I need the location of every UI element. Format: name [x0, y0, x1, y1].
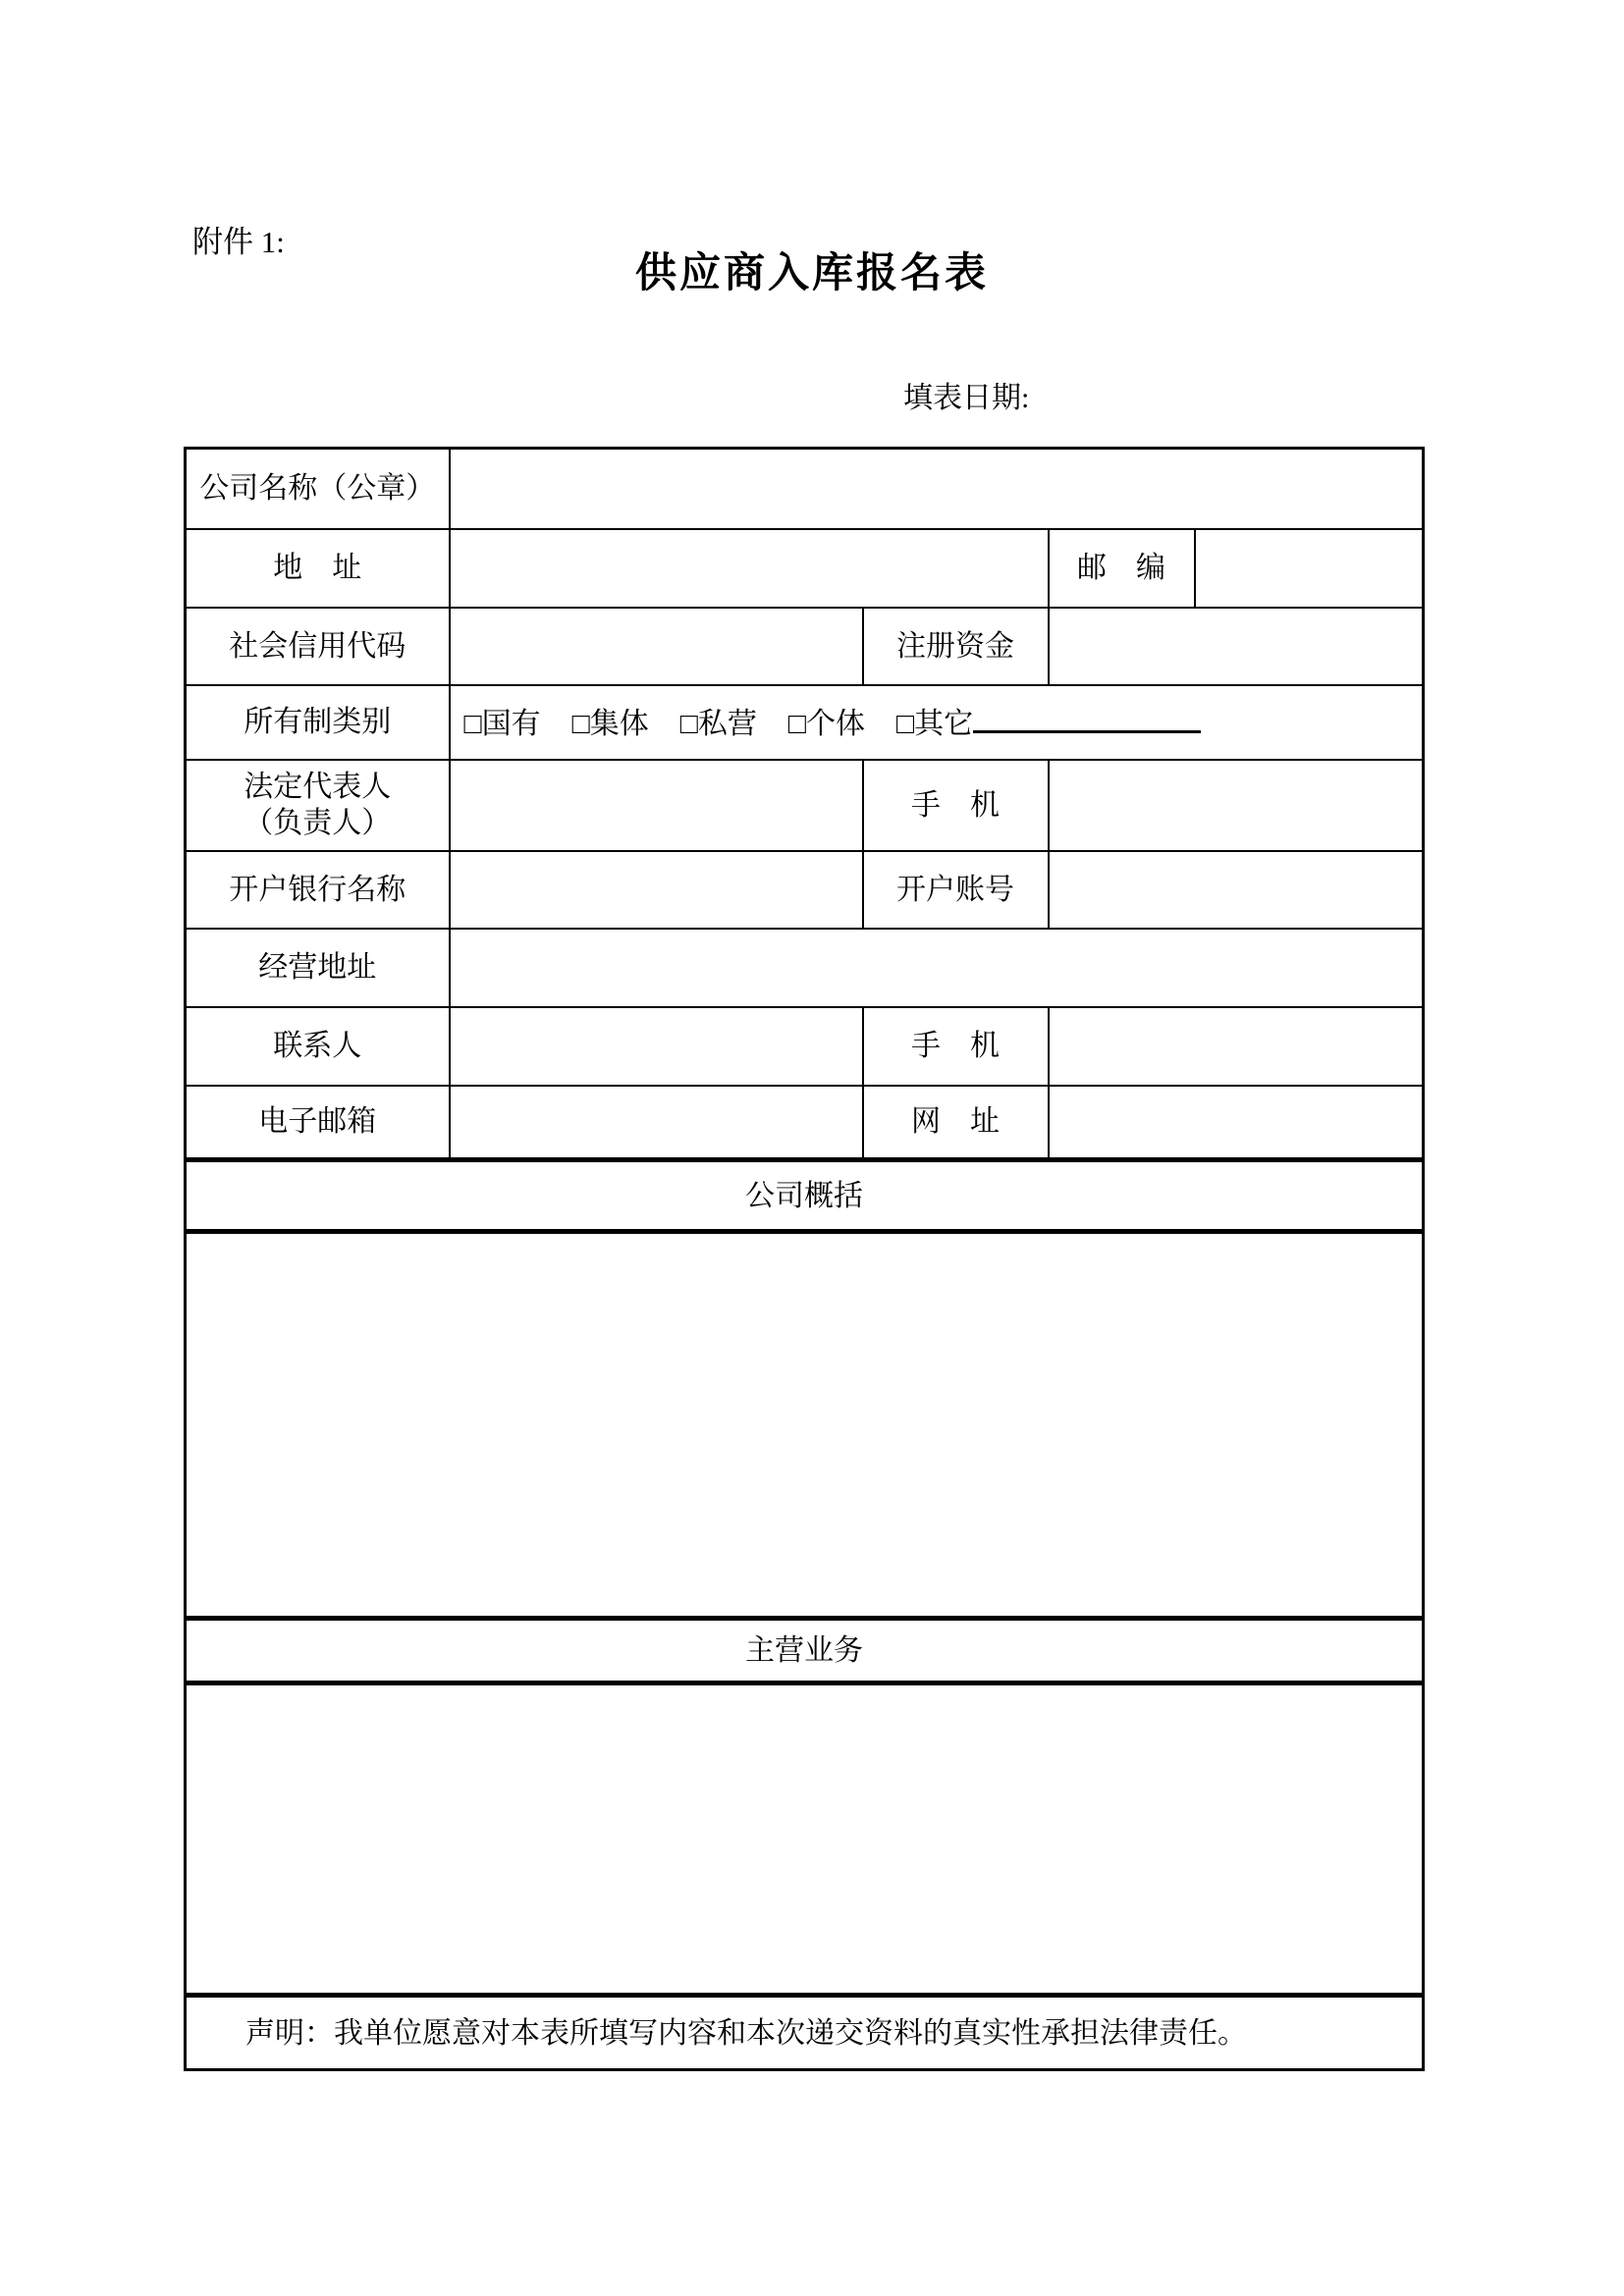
ownership-option-state-owned[interactable]: [464, 708, 541, 740]
legal-representative-label-line2: （负责人）: [244, 807, 392, 839]
declaration-text: 声明：我单位愿意对本表所填写内容和本次递交资料的真实性承担法律责任。: [186, 1996, 1424, 2070]
address-row: [186, 529, 1424, 608]
postal-code-input-cell[interactable]: [1195, 529, 1424, 608]
bank-name-label: 开户银行名称: [186, 851, 450, 929]
checkbox-icon: □: [571, 708, 590, 740]
bank-account-input-cell[interactable]: [1049, 851, 1424, 929]
company-overview-content-row: [186, 1232, 1424, 1619]
ownership-option-label: 国有: [481, 708, 541, 740]
contact-person-input-cell[interactable]: [450, 1007, 863, 1086]
ownership-label: 所有制类别: [186, 685, 450, 760]
contact-mobile-input-cell[interactable]: [1049, 1007, 1424, 1086]
ownership-option-private[interactable]: [680, 708, 757, 740]
postal-code-label: 邮 编: [1049, 529, 1195, 608]
company-name-row: [186, 449, 1424, 529]
contact-person-row: [186, 1007, 1424, 1086]
company-overview-header-row: [186, 1160, 1424, 1232]
ownership-options-cell: [450, 685, 1424, 760]
legal-representative-label-line1: 法定代表人: [244, 770, 392, 803]
ownership-option-label: 其它: [914, 708, 974, 740]
legal-representative-label: [186, 760, 450, 851]
main-business-content-cell[interactable]: [186, 1683, 1424, 1996]
checkbox-icon: □: [787, 708, 806, 740]
declaration-row: [186, 1996, 1424, 2070]
email-input-cell[interactable]: [450, 1086, 863, 1160]
credit-code-input-cell[interactable]: [450, 608, 863, 685]
business-address-label: 经营地址: [186, 929, 450, 1007]
website-label: 网 址: [863, 1086, 1049, 1160]
ownership-option-label: 集体: [589, 708, 649, 740]
checkbox-icon: □: [463, 708, 482, 740]
checkbox-icon: □: [896, 708, 915, 740]
ownership-option-label: 个体: [806, 708, 865, 740]
ownership-option-other[interactable]: [896, 708, 973, 740]
company-name-input-cell[interactable]: [450, 449, 1424, 529]
ownership-option-collective[interactable]: [572, 708, 649, 740]
business-address-input-cell[interactable]: [450, 929, 1424, 1007]
contact-person-label: 联系人: [186, 1007, 450, 1086]
email-row: [186, 1086, 1424, 1160]
registration-table: [184, 447, 1425, 2071]
fill-date-label: 填表日期:: [903, 382, 1030, 414]
other-fill-in-line[interactable]: [973, 701, 1201, 733]
credit-code-label: 社会信用代码: [186, 608, 450, 685]
legal-representative-input-cell[interactable]: [450, 760, 863, 851]
credit-code-row: [186, 608, 1424, 685]
company-overview-content-cell[interactable]: [186, 1232, 1424, 1619]
bank-row: [186, 851, 1424, 929]
page-title: 供应商入库报名表: [634, 251, 989, 296]
address-input-cell[interactable]: [450, 529, 1049, 608]
ownership-option-label: 私营: [697, 708, 757, 740]
legal-rep-mobile-input-cell[interactable]: [1049, 760, 1424, 851]
bank-account-label: 开户账号: [863, 851, 1049, 929]
main-business-header: 主营业务: [186, 1619, 1424, 1683]
company-overview-header: 公司概括: [186, 1160, 1424, 1232]
registered-capital-input-cell[interactable]: [1049, 608, 1424, 685]
business-address-row: [186, 929, 1424, 1007]
contact-mobile-label: 手 机: [863, 1007, 1049, 1086]
email-label: 电子邮箱: [186, 1086, 450, 1160]
attachment-note: 附件 1:: [192, 225, 285, 259]
main-business-content-row: [186, 1683, 1424, 1996]
legal-representative-row: [186, 760, 1424, 851]
website-input-cell[interactable]: [1049, 1086, 1424, 1160]
ownership-row: [186, 685, 1424, 760]
main-business-header-row: [186, 1619, 1424, 1683]
bank-name-input-cell[interactable]: [450, 851, 863, 929]
ownership-option-individual[interactable]: [788, 708, 865, 740]
address-label: 地 址: [186, 529, 450, 608]
company-name-label: 公司名称（公章）: [186, 449, 450, 529]
legal-rep-mobile-label: 手 机: [863, 760, 1049, 851]
registered-capital-label: 注册资金: [863, 608, 1049, 685]
checkbox-icon: □: [679, 708, 698, 740]
